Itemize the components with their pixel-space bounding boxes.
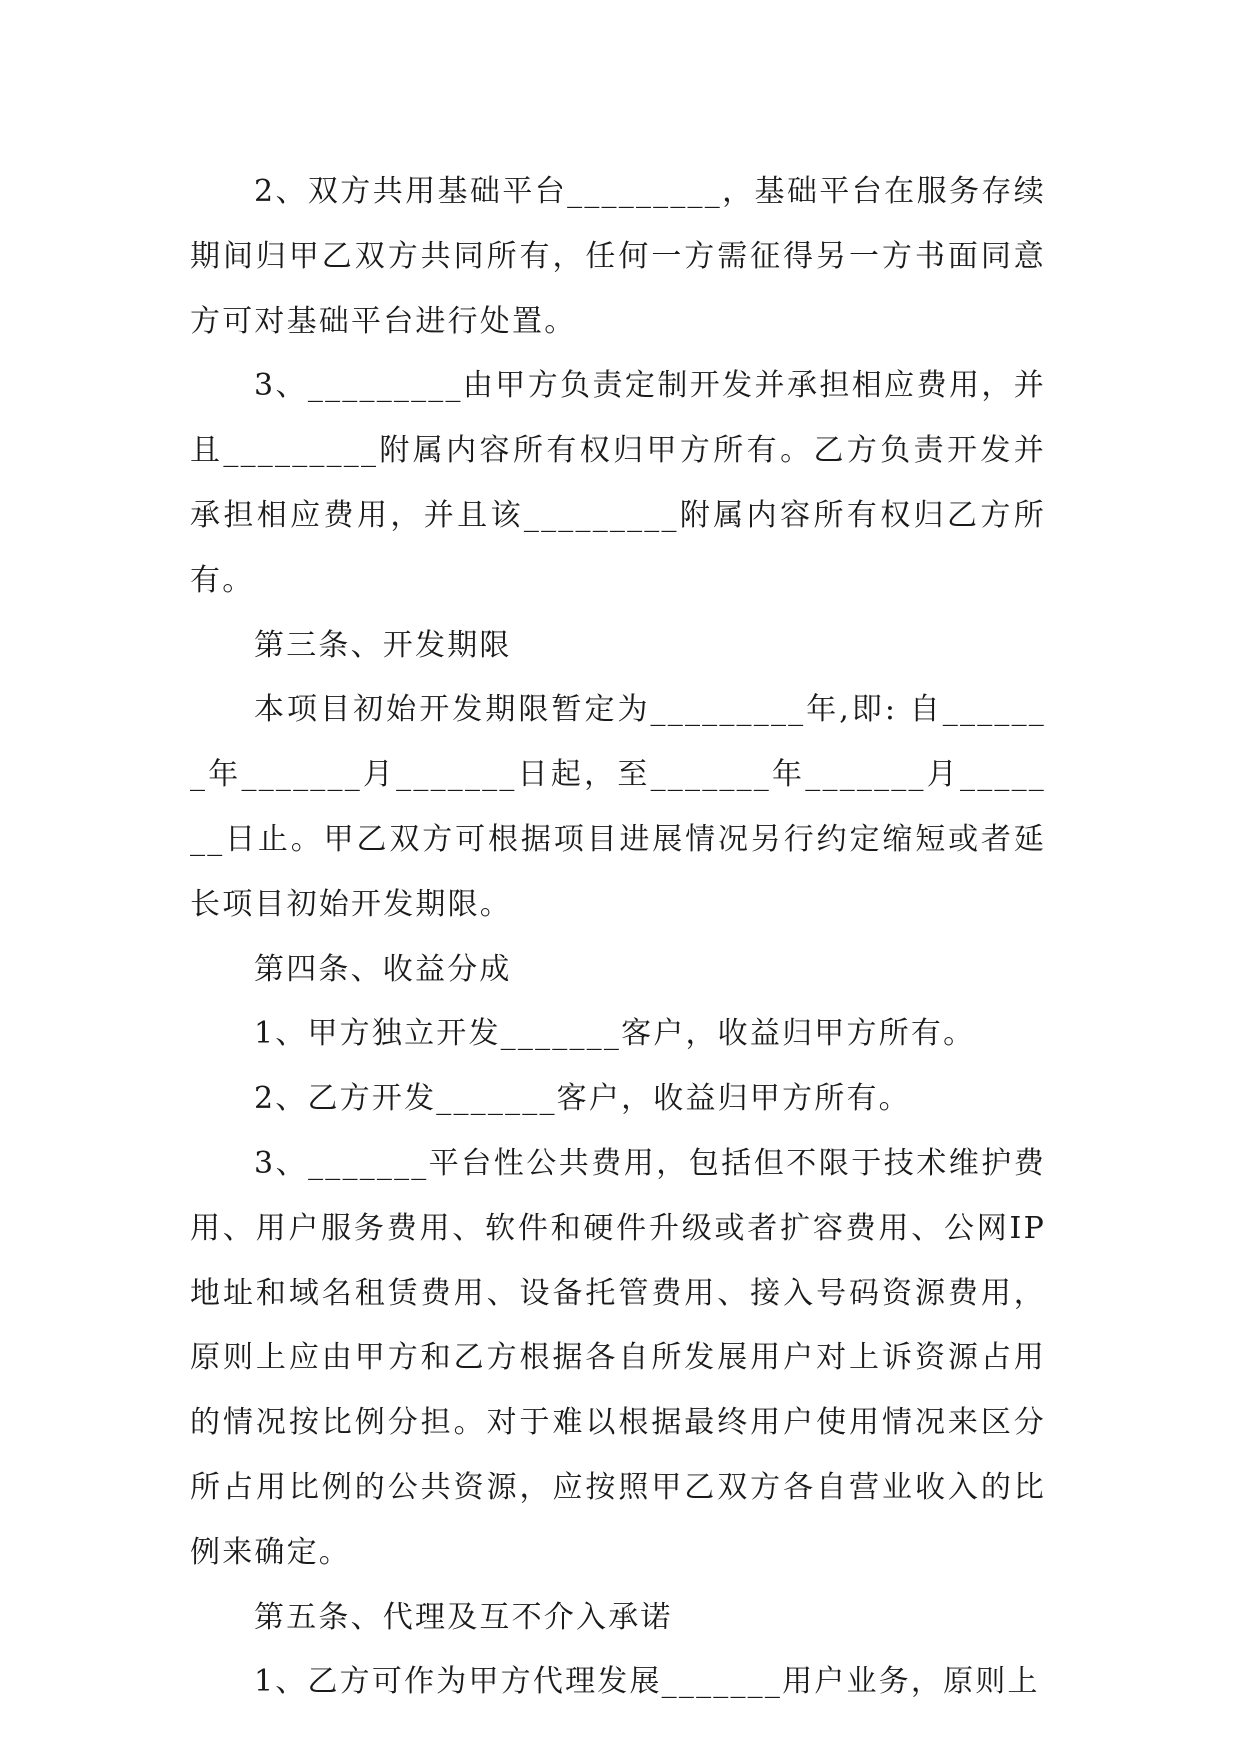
clause-2-shared-platform: 2、双方共用基础平台_________，基础平台在服务存续期间归甲乙双方共同所有，任何一方需征得另一方书面同意方可对基础平台进行处置。 [190,174,1046,339]
document-body [190,160,1046,1715]
article-4-heading: 第四条、收益分成 [254,951,512,987]
revenue-clause-1: 1、甲方独立开发_______客户，收益归甲方所有。 [254,1016,976,1052]
article-5-heading: 第五条、代理及互不介入承诺 [254,1599,673,1635]
development-period-paragraph: 本项目初始开发期限暂定为_________年,即: 自_______年_______月_______日起，至_______年_______月_______日止。甲乙双方可根据项目进展情况另行约定缩短或者延长项目初始开发期限。 [190,692,1046,922]
clause-3-development-cost: 3、_________由甲方负责定制开发并承担相应费用，并且_________附属内容所有权归甲方所有。乙方负责开发并承担相应费用，并且该_________附属内容所有权归乙方所有。 [190,368,1046,598]
revenue-clause-2: 2、乙方开发_______客户，收益归甲方所有。 [254,1081,911,1117]
agency-clause-1: 1、乙方可作为甲方代理发展_______用户业务，原则上 [254,1664,1040,1700]
article-3-heading: 第三条、开发期限 [254,627,512,663]
revenue-clause-3-public-costs: 3、_______平台性公共费用，包括但不限于技术维护费用、用户服务费用、软件和硬件升级或者扩容费用、公网IP地址和域名租赁费用、设备托管费用、接入号码资源费用，原则上应由甲方和乙方根据各自所发展用户对上诉资源占用的情况按比例分担。对于难以根据最终用户使用情况来区分所占用比例的公共资源，应按照甲乙双方各自营业收入的比例来确定。 [190,1145,1046,1570]
